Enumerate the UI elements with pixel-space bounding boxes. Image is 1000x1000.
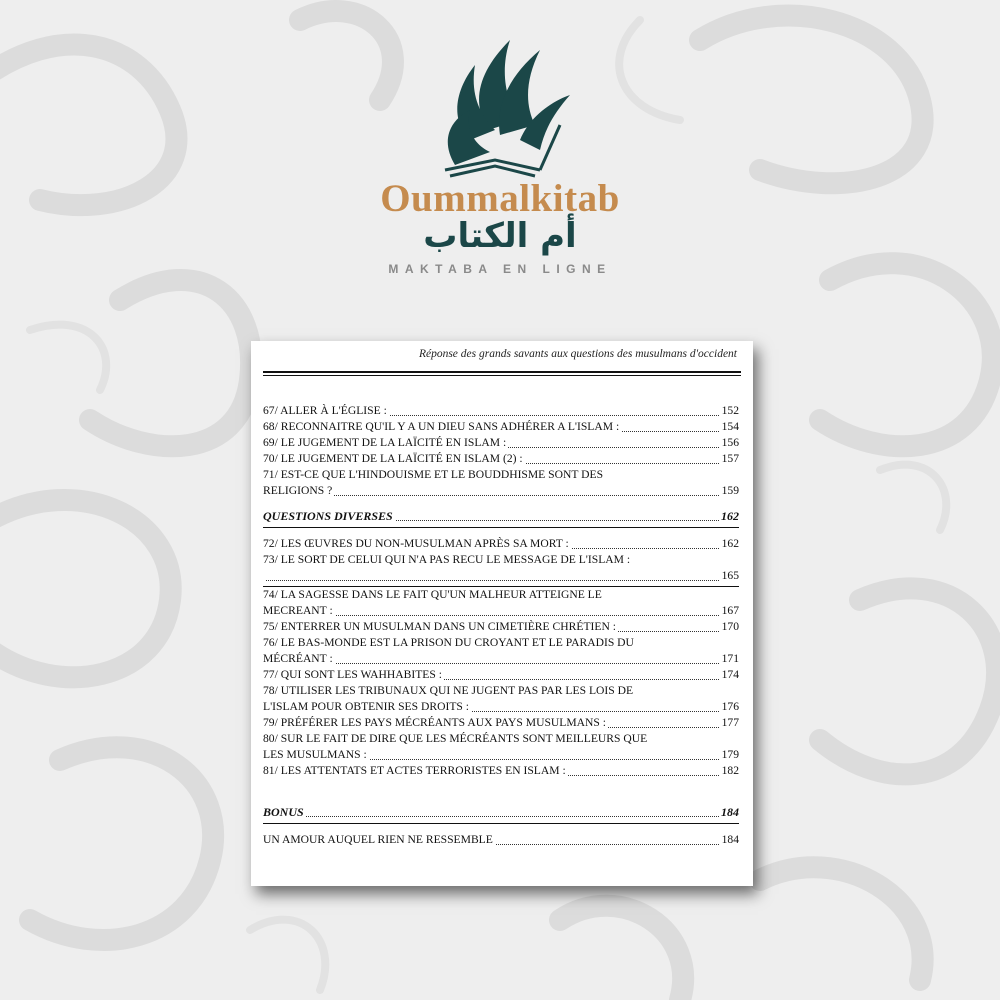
toc-entry-label: 77/ QUI SONT LES WAHHABITES : (263, 668, 442, 681)
section-label: BONUS (263, 805, 304, 819)
section-label: QUESTIONS DIVERSES (263, 509, 393, 523)
table-of-contents (263, 403, 739, 848)
toc-entry-label: 72/ LES ŒUVRES DU NON-MUSULMAN APRÈS SA MORT : (263, 537, 569, 550)
toc-entry (263, 603, 739, 619)
toc-entry-label: 79/ PRÉFÉRER LES PAYS MÉCRÉANTS AUX PAYS MUSULMANS : (263, 716, 606, 729)
toc-entry (263, 715, 739, 731)
toc-group-2 (263, 536, 739, 584)
toc-entry-page: 162 (721, 537, 739, 550)
toc-entry-page: 154 (721, 420, 739, 433)
toc-group-4 (263, 832, 739, 848)
dot-leader (263, 816, 739, 817)
toc-entry (263, 619, 739, 635)
toc-entry-page: 170 (721, 620, 739, 633)
toc-entry (263, 435, 739, 451)
toc-entry-label: L'ISLAM POUR OBTENIR SES DROITS : (263, 700, 469, 713)
toc-entry-label: 74/ LA SAGESSE DANS LE FAIT QU'UN MALHEUR ATTEIGNE LE (263, 588, 602, 601)
toc-entry-page: 165 (721, 569, 739, 582)
toc-entry (263, 667, 739, 683)
toc-entry-page: 179 (721, 748, 739, 761)
toc-entry-label: 67/ ALLER À L'ÉGLISE : (263, 404, 387, 417)
toc-entry (263, 451, 739, 467)
toc-entry-page: 159 (721, 484, 739, 497)
header-rule-thin (263, 375, 741, 376)
toc-section-heading (263, 507, 739, 525)
toc-entry (263, 699, 739, 715)
toc-entry-page: 182 (721, 764, 739, 777)
toc-entry-label: 69/ LE JUGEMENT DE LA LAÏCITÉ EN ISLAM : (263, 436, 507, 449)
running-header: Réponse des grands savants aux questions des musulmans d'occident (418, 348, 737, 360)
toc-section-heading (263, 803, 739, 821)
toc-entry (263, 832, 739, 848)
brand-name: Oummalkitab (380, 177, 620, 220)
toc-entry-label: MECREANT : (263, 604, 333, 617)
toc-entry (263, 403, 739, 419)
toc-entry (263, 763, 739, 779)
section-page: 162 (721, 509, 739, 523)
toc-entry-label: 70/ LE JUGEMENT DE LA LAÏCITÉ EN ISLAM (2) : (263, 452, 523, 465)
toc-entry (263, 467, 739, 483)
toc-entry (263, 536, 739, 552)
toc-entry-page: 156 (721, 436, 739, 449)
toc-entry-page: 174 (721, 668, 739, 681)
toc-group-3 (263, 587, 739, 779)
toc-entry-label: 71/ EST-CE QUE L'HINDOUISME ET LE BOUDDHISME SONT DES (263, 468, 604, 481)
toc-entry-label: 73/ LE SORT DE CELUI QUI N'A PAS RECU LE MESSAGE DE L'ISLAM : (263, 553, 631, 566)
toc-entry (263, 419, 739, 435)
toc-entry (263, 568, 739, 584)
brand-tagline: MAKTABA EN LIGNE (388, 262, 612, 276)
toc-entry-page: 171 (721, 652, 739, 665)
toc-entry (263, 731, 739, 747)
toc-entry-label: MÉCRÉANT : (263, 652, 333, 665)
toc-entry-page: 152 (721, 404, 739, 417)
toc-entry-label: RELIGIONS ? (263, 484, 333, 497)
dot-leader (263, 579, 739, 581)
toc-entry-page: 157 (721, 452, 739, 465)
toc-entry-label: 76/ LE BAS-MONDE EST LA PRISON DU CROYANT ET LE PARADIS DU (263, 636, 634, 649)
toc-entry-label: UN AMOUR AUQUEL RIEN NE RESSEMBLE (263, 833, 493, 846)
toc-entry (263, 587, 739, 603)
document-page (251, 341, 753, 886)
toc-entry-label: LES MUSULMANS : (263, 748, 367, 761)
header-rule-thick (263, 371, 741, 373)
toc-entry-label: 75/ ENTERRER UN MUSULMAN DANS UN CIMETIÈRE CHRÉTIEN : (263, 620, 616, 633)
toc-group-1 (263, 403, 739, 499)
toc-entry-page: 167 (721, 604, 739, 617)
toc-entry (263, 747, 739, 763)
toc-entry (263, 483, 739, 499)
toc-entry-label (263, 568, 265, 584)
dot-leader (263, 494, 739, 496)
toc-entry (263, 552, 739, 568)
toc-entry (263, 635, 739, 651)
toc-entry (263, 683, 739, 699)
toc-entry-page: 177 (721, 716, 739, 729)
toc-entry-label: 81/ LES ATTENTATS ET ACTES TERRORISTES EN ISLAM : (263, 764, 566, 777)
toc-section-diverses (263, 507, 739, 525)
toc-entry-label: 80/ SUR LE FAIT DE DIRE QUE LES MÉCRÉANTS SONT MEILLEURS QUE (263, 732, 648, 745)
toc-entry-label: 78/ UTILISER LES TRIBUNAUX QUI NE JUGENT PAS PAR LES LOIS DE (263, 684, 634, 697)
section-page: 184 (721, 805, 739, 819)
toc-section-bonus (263, 803, 739, 821)
toc-entry-page: 176 (721, 700, 739, 713)
brand-arabic-name: أم الكتاب (423, 216, 577, 256)
toc-entry-page: 184 (721, 833, 739, 846)
toc-entry-label: 68/ RECONNAITRE QU'IL Y A UN DIEU SANS ADHÉRER A L'ISLAM : (263, 420, 620, 433)
toc-entry (263, 651, 739, 667)
